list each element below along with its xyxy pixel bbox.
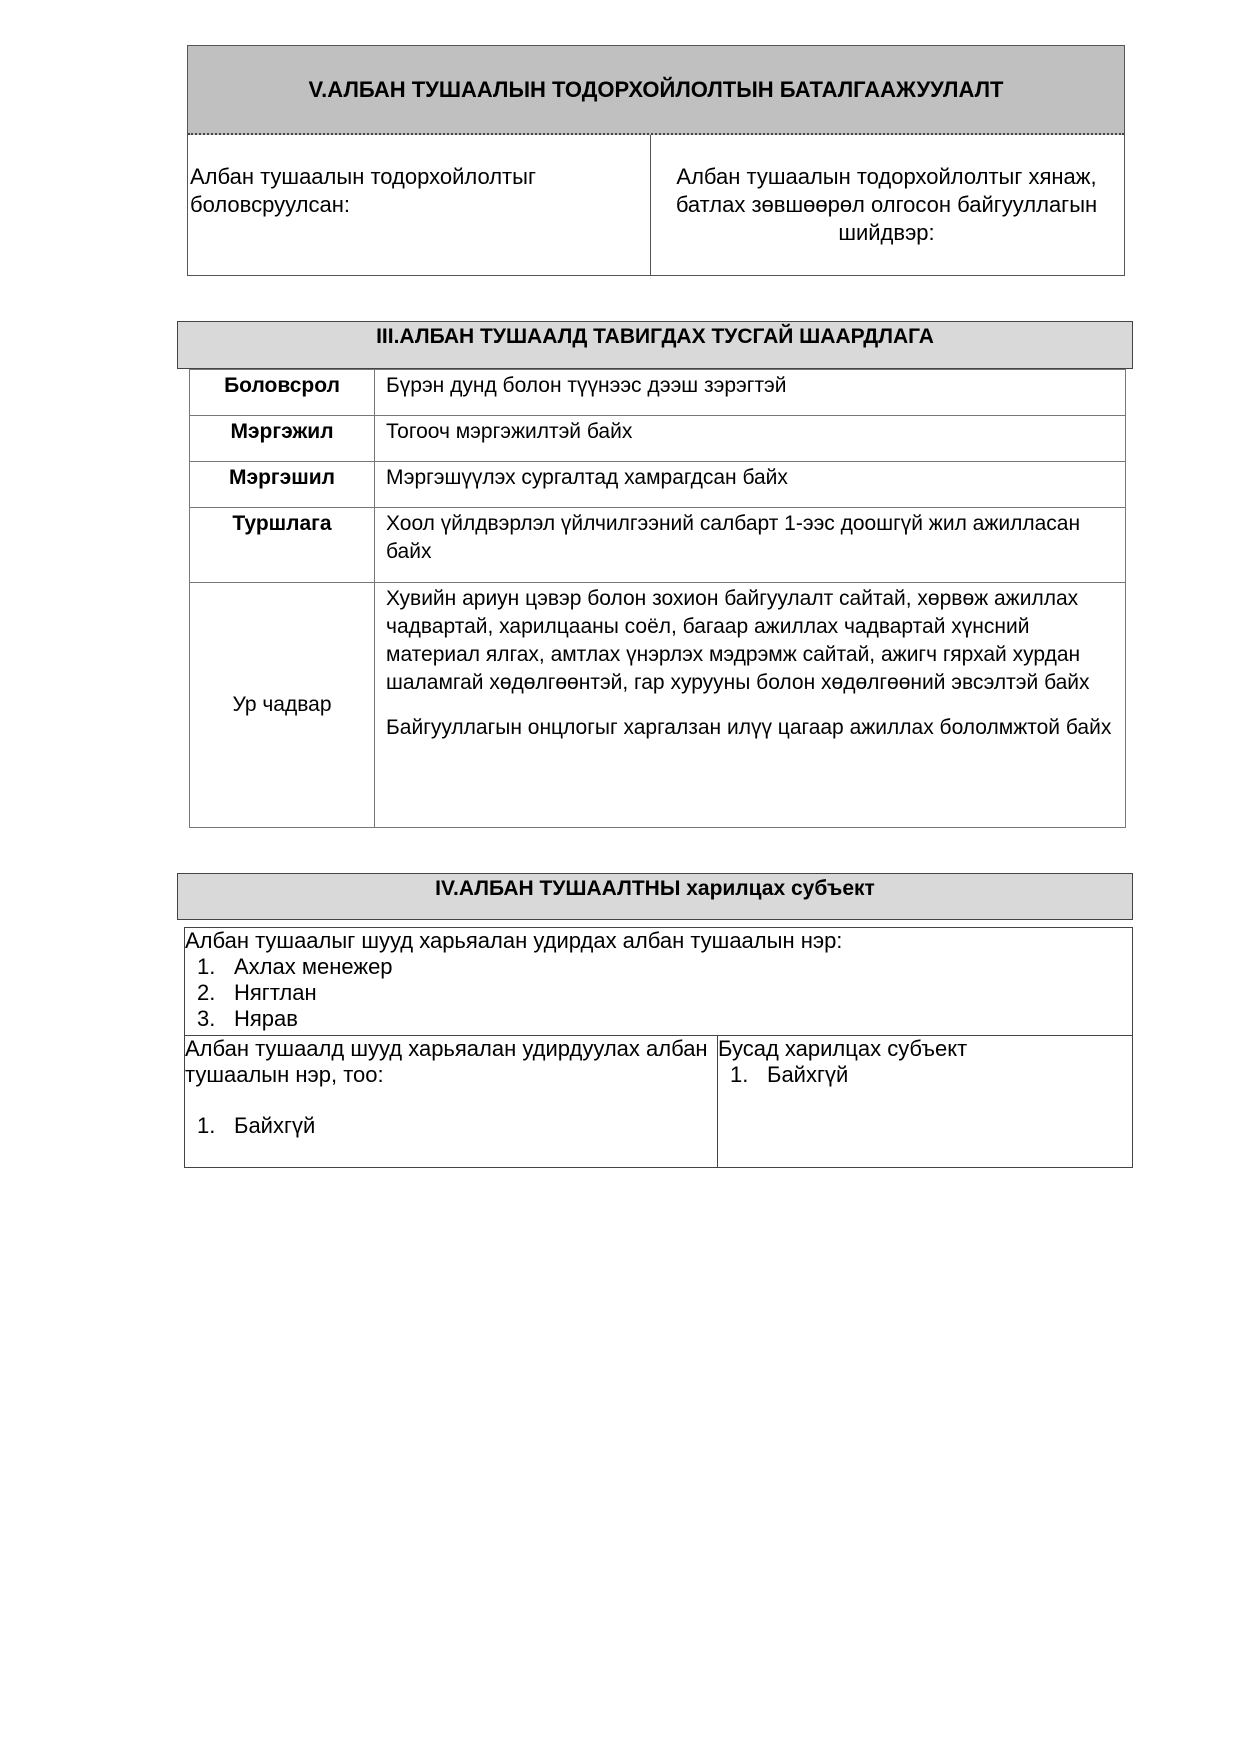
table-row bbox=[190, 583, 1126, 828]
skills-paragraph-2: Байгууллагын онцлогыг харгалзан илүү цагаар ажиллах бололмжтой байх bbox=[386, 716, 1112, 739]
approval-decision-cell: Албан тушаалын тодорхойлолтыг хянаж, батлах зөвшөөрөл олгосон байгууллагын шийдвэр: bbox=[675, 164, 1098, 245]
relations-table bbox=[184, 927, 1133, 1168]
list-text: Байхгүй bbox=[234, 1113, 316, 1138]
subordinates-label: Албан тушаалд шууд харьяалан удирдуулах албан тушаалын нэр, тоо: bbox=[185, 1036, 708, 1087]
profession-value: Тогооч мэргэжилтэй байх bbox=[375, 416, 1126, 462]
list-text: Нягтлан bbox=[234, 980, 317, 1005]
list-number: 2. bbox=[197, 980, 216, 1005]
section-4-title: IV.АЛБАН ТУШААЛТНЫ харилцах субъект bbox=[177, 873, 1133, 920]
table-row bbox=[190, 370, 1126, 416]
section-5-table bbox=[187, 45, 1125, 276]
subordinates-cell bbox=[185, 1036, 718, 1167]
supervisors-label: Албан тушаалыг шууд харьяалан удирдах албан тушаалын нэр: bbox=[185, 928, 843, 953]
list-text: Байхгүй bbox=[767, 1062, 849, 1087]
skills-value bbox=[375, 583, 1126, 828]
table-row bbox=[190, 416, 1126, 462]
experience-value: Хоол үйлдвэрлэл үйлчилгээний салбарт 1-ээс доошгүй жил ажилласан байх bbox=[375, 508, 1126, 583]
list-number: 1. bbox=[197, 1113, 216, 1138]
prepared-by-cell: Албан тушаалын тодорхойлолтыг боловсруулсан: bbox=[188, 135, 651, 275]
table-row bbox=[190, 462, 1126, 508]
table-row bbox=[190, 508, 1126, 583]
profession-label: Мэргэжил bbox=[190, 416, 375, 462]
experience-label: Туршлага bbox=[190, 508, 375, 583]
section-5-title: V.АЛБАН ТУШААЛЫН ТОДОРХОЙЛОЛТЫН БАТАЛГААЖУУЛАЛТ bbox=[188, 46, 1124, 135]
list-item bbox=[185, 1006, 1132, 1032]
list-item bbox=[185, 1113, 717, 1139]
supervisors-cell bbox=[185, 928, 1132, 1036]
education-label: Боловсрол bbox=[190, 370, 375, 416]
list-text: Ахлах менежер bbox=[234, 954, 393, 979]
list-text: Нярав bbox=[234, 1006, 298, 1031]
other-relations-cell bbox=[718, 1036, 1132, 1167]
list-number: 1. bbox=[197, 954, 216, 979]
list-item bbox=[185, 954, 1132, 980]
qualification-value: Мэргэшүүлэх сургалтад хамрагдсан байх bbox=[375, 462, 1126, 508]
dotted-border bbox=[188, 275, 1124, 276]
list-item bbox=[185, 980, 1132, 1006]
other-relations-label: Бусад харилцах субъект bbox=[718, 1036, 968, 1061]
list-number: 3. bbox=[197, 1006, 216, 1031]
skills-label: Ур чадвар bbox=[190, 583, 375, 828]
skills-paragraph-1: Хувийн ариун цэвэр болон зохион байгуулалт сайтай, хөрвөж ажиллах чадвартай, харилцааны соёл, багаар ажиллах чадвартай хүнсний материал ялгах, амтлах үнэрлэх мэдрэмж сайтай, ажигч гярхай хурдан шаламгай хөдөлгөөнтэй, гар хурууны болон хөдөлгөөний эвсэлтэй байх bbox=[386, 587, 1090, 694]
qualification-label: Мэргэшил bbox=[190, 462, 375, 508]
section-3-title: III.АЛБАН ТУШААЛД ТАВИГДАХ ТУСГАЙ ШААРДЛАГА bbox=[177, 321, 1133, 369]
requirements-table bbox=[189, 369, 1126, 828]
list-number: 1. bbox=[730, 1062, 749, 1087]
list-item bbox=[718, 1062, 1132, 1088]
education-value: Бүрэн дунд болон түүнээс дээш зэрэгтэй bbox=[375, 370, 1126, 416]
